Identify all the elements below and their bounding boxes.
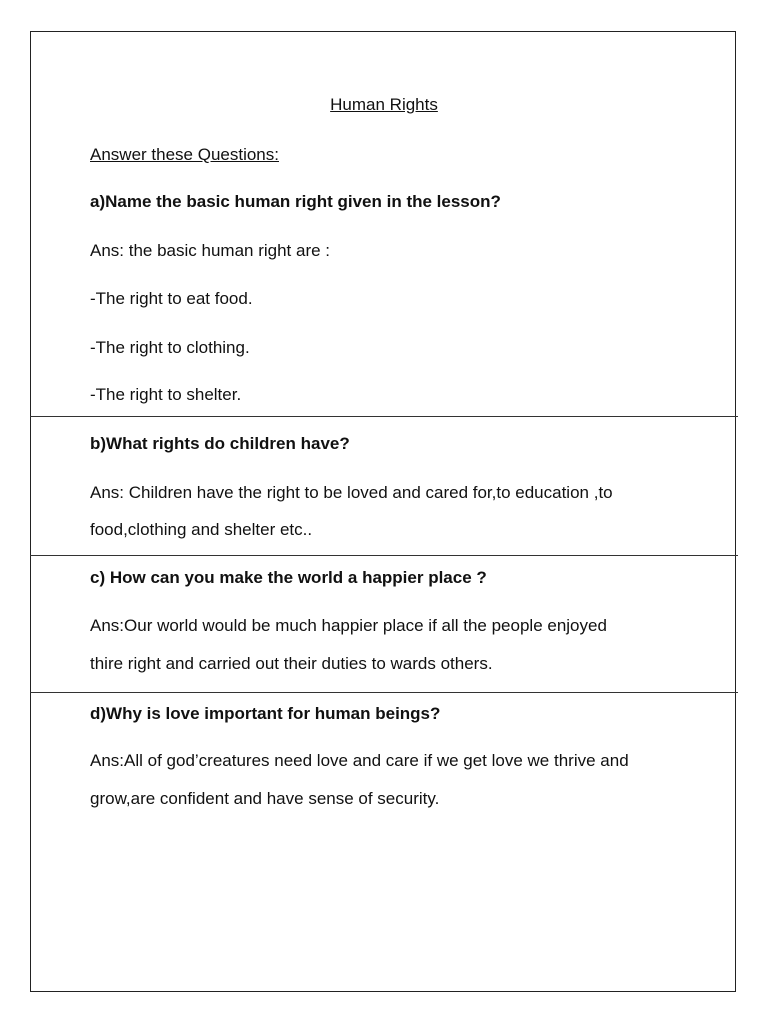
answer-d-line: grow,are confident and have sense of security. — [90, 789, 440, 808]
section-divider — [30, 692, 738, 693]
document-title: Human Rights — [330, 95, 438, 114]
section-divider — [30, 555, 738, 556]
page-border — [30, 31, 736, 992]
question-c: c) How can you make the world a happier place ? — [90, 568, 487, 587]
question-a: a)Name the basic human right given in the lesson? — [90, 192, 501, 211]
answer-b-line: Ans: Children have the right to be loved and cared for,to education ,to — [90, 483, 613, 502]
answer-a-item: -The right to clothing. — [90, 338, 250, 357]
answer-a-intro: Ans: the basic human right are : — [90, 241, 331, 260]
instruction-heading: Answer these Questions: — [90, 145, 279, 164]
section-divider — [30, 416, 738, 417]
answer-b-line: food,clothing and shelter etc.. — [90, 520, 313, 539]
question-d: d)Why is love important for human beings? — [90, 704, 441, 723]
answer-d-line: Ans:All of god’creatures need love and care if we get love we thrive and — [90, 751, 629, 770]
answer-a-item: -The right to eat food. — [90, 289, 253, 308]
answer-c-line: thire right and carried out their duties to wards others. — [90, 654, 493, 673]
answer-c-line: Ans:Our world would be much happier place if all the people enjoyed — [90, 616, 607, 635]
answer-a-item: -The right to shelter. — [90, 385, 242, 404]
question-b: b)What rights do children have? — [90, 434, 350, 453]
